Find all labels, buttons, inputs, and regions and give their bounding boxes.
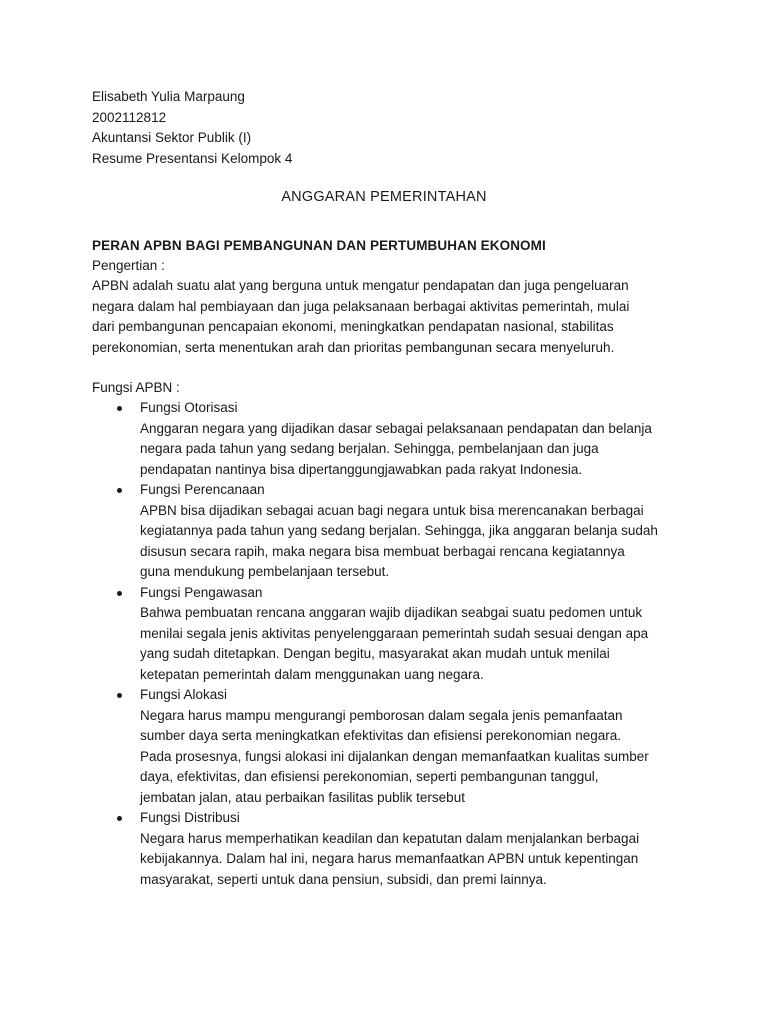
function-description-line: guna mendukung pembelanjaan tersebut. — [140, 564, 390, 579]
function-description-line: kegiatannya pada tahun yang sedang berjalan. Sehingga, jika anggaran belanja sudah — [140, 523, 658, 538]
function-description-line: APBN bisa dijadikan sebagai acuan bagi negara untuk bisa merencanakan berbagai — [140, 502, 644, 518]
function-item-distribusi — [0, 808, 768, 890]
definition-paragraph — [92, 276, 672, 358]
bullet-icon — [117, 406, 122, 411]
definition-label: Pengertian : — [92, 258, 165, 273]
function-description-line: masyarakat, seperti untuk dana pensiun, subsidi, dan premi lainnya. — [140, 871, 547, 887]
function-description-line: yang sudah ditetapkan. Dengan begitu, masyarakat akan mudah untuk menilai — [140, 646, 610, 661]
function-description-line: Negara harus memperhatikan keadilan dan kepatutan dalam menjalankan berbagai — [140, 830, 640, 846]
function-name: Fungsi Perencanaan — [140, 482, 265, 497]
function-description-line: kebijakannya. Dalam hal ini, negara harus memanfaatkan APBN untuk kepentingan — [140, 851, 639, 866]
function-description-line: pendapatan nantinya bisa dipertanggungjawabkan pada rakyat Indonesia. — [140, 461, 583, 477]
function-name: Fungsi Pengawasan — [140, 584, 263, 600]
function-description-line: daya, efektivitas, dan efisiensi perekonomian, seperti pembangunan tanggul, — [140, 769, 599, 784]
function-description — [140, 603, 768, 685]
function-name: Fungsi Distribusi — [140, 810, 240, 825]
course-name: Akuntansi Sektor Publik (I) — [92, 130, 252, 145]
function-description-line: sumber daya serta meningkatkan efektivitas dan efisiensi perekonomian negara. — [140, 728, 622, 743]
author-name: Elisabeth Yulia Marpaung — [92, 89, 245, 104]
definition-line: dari pembangunan pencapaian ekonomi, meningkatkan pendapatan nasional, stabilitas — [92, 319, 614, 334]
bullet-icon — [117, 591, 122, 596]
function-item-alokasi — [0, 685, 768, 808]
function-item-perencanaan — [0, 480, 768, 583]
bullet-icon — [117, 488, 122, 493]
function-description-line: disusun secara rapih, maka negara bisa membuat berbagai rencana kegiatannya — [140, 543, 625, 559]
document-header — [92, 87, 652, 169]
section-heading: PERAN APBN BAGI PEMBANGUNAN DAN PERTUMBUHAN EKONOMI — [92, 238, 546, 253]
function-name: Fungsi Alokasi — [140, 687, 228, 702]
function-description-line: negara pada tahun yang sedang berjalan. Sehingga, pembelanjaan dan juga — [140, 441, 599, 456]
function-name: Fungsi Otorisasi — [140, 400, 238, 415]
function-description-line: jembatan jalan, atau perbaikan fasilitas publik tersebut — [140, 789, 465, 805]
function-description — [140, 706, 768, 809]
function-description — [140, 829, 768, 891]
function-description-line: Negara harus mampu mengurangi pemborosan dalam segala jenis pemanfaatan — [140, 707, 623, 723]
function-description — [140, 419, 768, 481]
functions-list — [0, 398, 768, 890]
function-item-pengawasan — [0, 583, 768, 686]
function-description-line: Anggaran negara yang dijadikan dasar sebagai pelaksanaan pendapatan dan belanja — [140, 420, 652, 436]
function-description-line: Pada prosesnya, fungsi alokasi ini dijalankan dengan memanfaatkan kualitas sumber — [140, 748, 649, 764]
definition-line: negara dalam hal pembiayaan dan juga pelaksanaan berbagai aktivitas pemerintah, mulai — [92, 298, 630, 314]
student-id: 2002112812 — [92, 109, 167, 125]
functions-label: Fungsi APBN : — [92, 380, 180, 395]
function-description-line: ketepatan pemerintah dalam menggunakan uang negara. — [140, 666, 484, 682]
bullet-icon — [117, 816, 122, 821]
bullet-icon — [117, 693, 122, 698]
assignment-title: Resume Presentansi Kelompok 4 — [92, 150, 293, 166]
function-description-line: menilai segala jenis aktivitas penyelenggaraan pemerintah sudah sesuai dengan apa — [140, 625, 649, 641]
definition-line: perekonomian, serta menentukan arah dan prioritas pembangunan secara menyeluruh. — [92, 339, 615, 355]
function-description-line: Bahwa pembuatan rencana anggaran wajib dijadikan seabgai suatu pedomen untuk — [140, 605, 643, 620]
document-title: ANGGARAN PEMERINTAHAN — [281, 189, 487, 205]
function-item-otorisasi — [0, 398, 768, 480]
definition-line: APBN adalah suatu alat yang berguna untuk mengatur pendapatan dan juga pengeluaran — [92, 278, 629, 293]
function-description — [140, 501, 768, 583]
